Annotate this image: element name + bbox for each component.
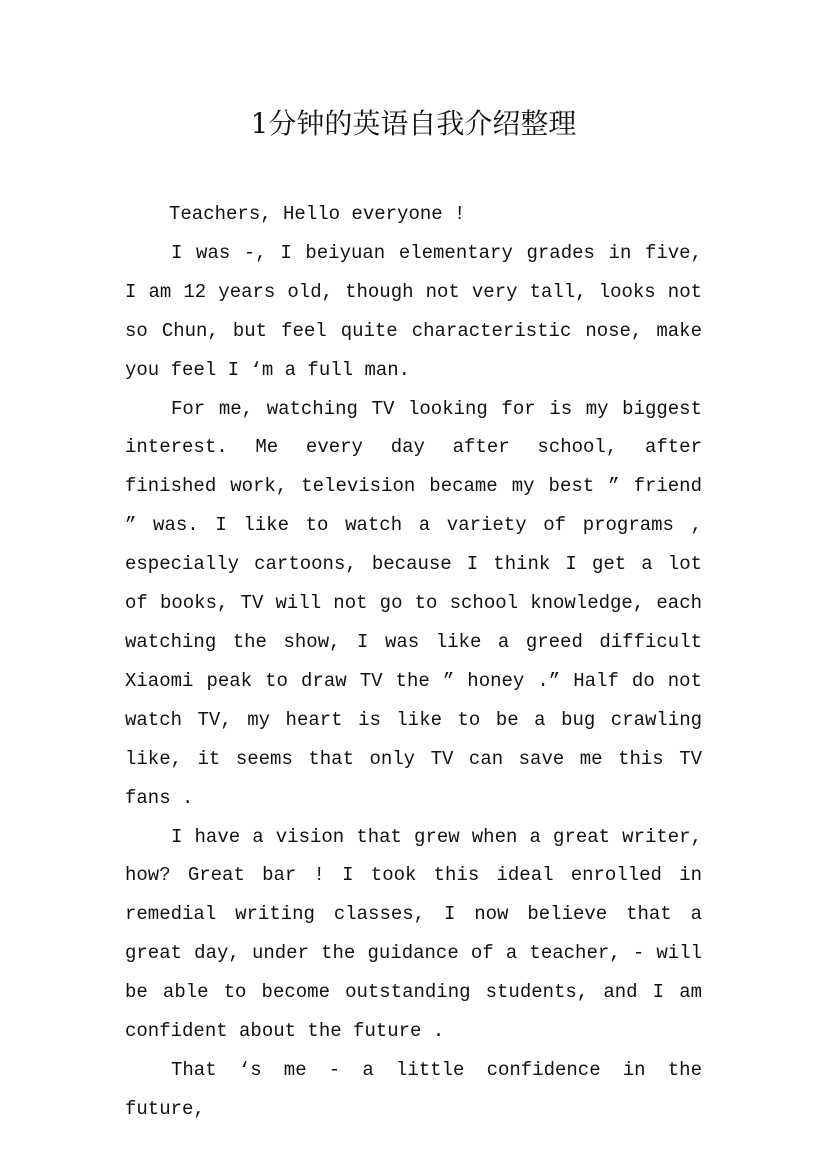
paragraph-vision: I have a vision that grew when a great writer, how? Great bar ! I took this ideal enrolled in remedial writing classes, I now believe that a great day, under the guidance of a teacher, - will be able to become outstanding students, and I am confident about the future . bbox=[125, 825, 702, 1043]
paragraph-greeting: Teachers, Hello everyone ! bbox=[169, 203, 466, 225]
paragraph-hobby: For me, watching TV looking for is my biggest interest. Me every day after school, after finished work, television became my best ” friend ” was. I like to watch a variety of programs , especially cartoons, because I think I get a lot of books, TV will not go to school knowledge, each watching the show, I was like a greed difficult Xiaomi peak to draw TV the ” honey .” Half do not watch TV, my heart is like to be a bug crawling like, it seems that only TV can save me this TV fans . bbox=[125, 397, 702, 809]
document-title: 1分钟的英语自我介绍整理 bbox=[250, 107, 577, 140]
paragraph-closing: That ‘s me - a little confidence in the future, bbox=[125, 1058, 702, 1120]
document-body bbox=[125, 195, 702, 1129]
paragraph-introduction: I was -, I beiyuan elementary grades in five, I am 12 years old, though not very tall, looks not so Chun, but feel quite characteristic nose, make you feel I ‘m a full man. bbox=[125, 241, 702, 381]
